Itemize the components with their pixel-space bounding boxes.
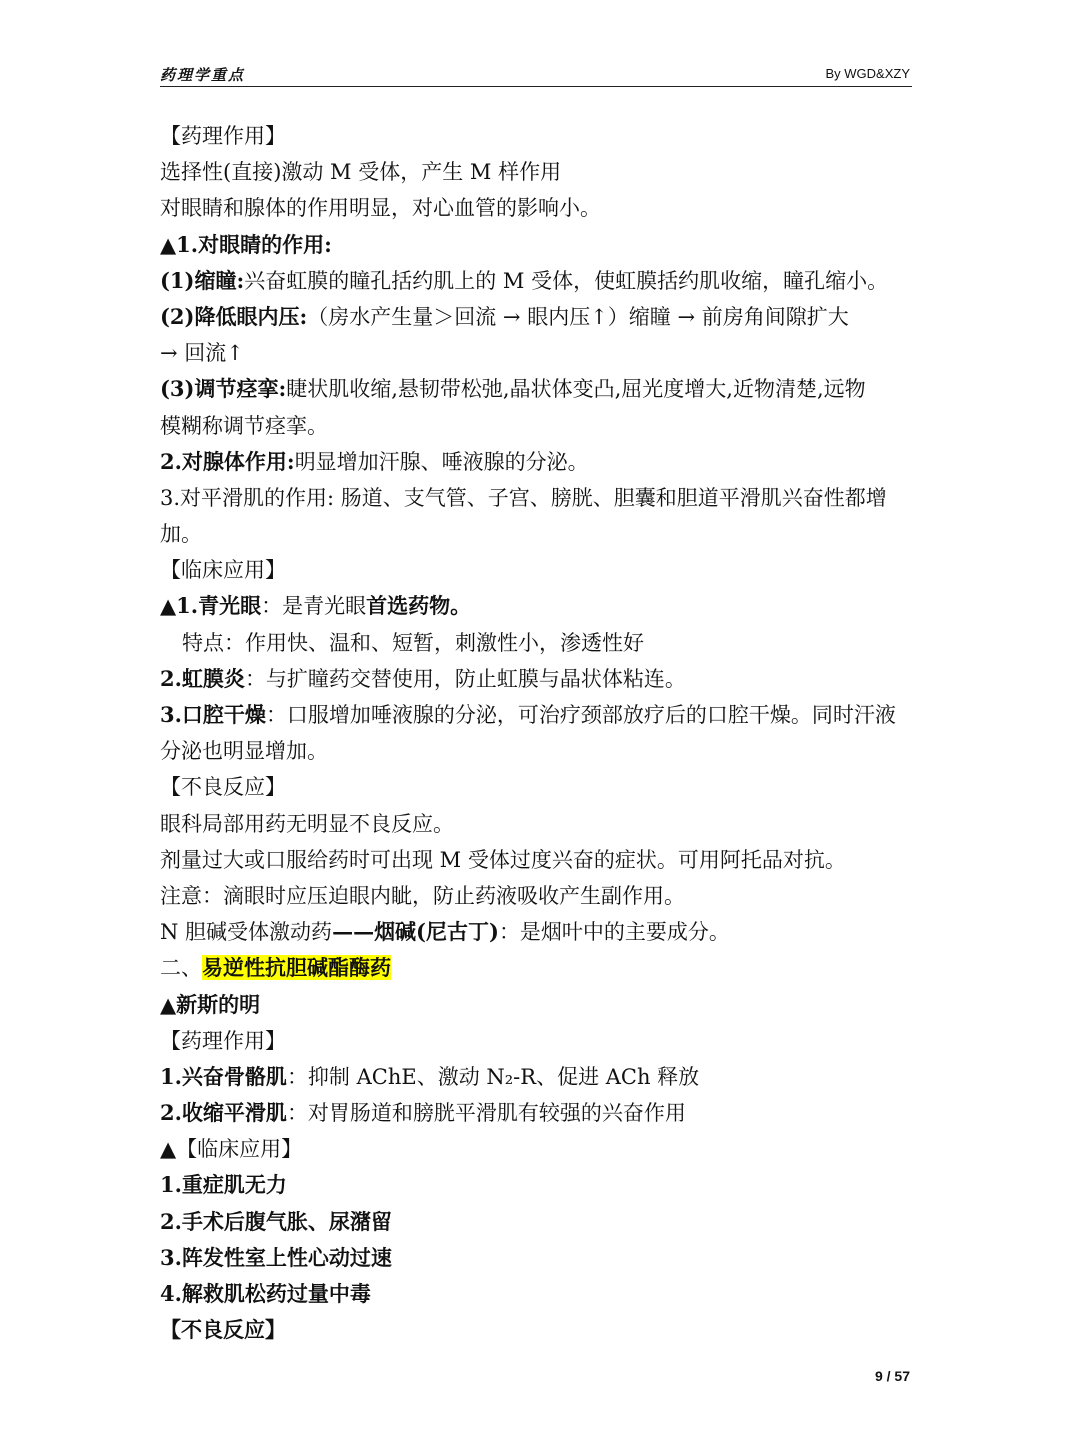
- text-segment: 特点：作用快、温和、短暂，刺激性小，渗透性好: [182, 630, 644, 655]
- text-segment: 注意：滴眼时应压迫眼内眦，防止药液吸收产生副作用。: [160, 883, 685, 908]
- text-line: [160, 444, 920, 480]
- text-line: [160, 1276, 920, 1312]
- text-line: [160, 769, 920, 805]
- bold-text: 4.解救肌松药过量中毒: [160, 1281, 371, 1306]
- bold-text: ▲1.对眼睛的作用:: [160, 231, 332, 257]
- text-segment: 二、: [160, 956, 202, 981]
- text-line: [160, 733, 920, 769]
- text-line: [160, 263, 920, 299]
- bold-text: ▲新斯的明: [160, 991, 261, 1017]
- text-segment: 3.对平滑肌的作用: 肠道、支气管、子宫、膀胱、胆囊和胆道平滑肌兴奋性都增: [160, 485, 887, 510]
- text-segment: 明显增加汗腺、唾液腺的分泌。: [294, 449, 589, 474]
- bold-text: 3.口腔干燥: [160, 702, 266, 727]
- text-line: [160, 987, 920, 1023]
- bold-text: ——烟碱(尼古丁): [332, 919, 499, 945]
- text-line: [160, 914, 920, 950]
- text-line: [160, 408, 920, 444]
- bold-text: 2.收缩平滑肌: [160, 1100, 287, 1126]
- text-line: [160, 480, 920, 516]
- text-segment: ：是烟叶中的主要成分。: [498, 920, 730, 945]
- text-segment: 分泌也明显增加。: [160, 739, 328, 764]
- text-line: [160, 697, 920, 733]
- text-line: [160, 1240, 920, 1276]
- text-line: [160, 1204, 920, 1240]
- bold-text: (1)缩瞳:: [160, 267, 245, 293]
- text-segment: → 回流↑: [160, 341, 244, 366]
- text-segment: ：与扩瞳药交替使用，防止虹膜与晶状体粘连。: [244, 666, 686, 691]
- document-body: [160, 118, 920, 1348]
- text-line: [160, 516, 920, 552]
- text-segment: 对眼睛和腺体的作用明显，对心血管的影响小。: [160, 196, 601, 221]
- text-segment: （房水产生量＞回流 → 眼内压↑）缩瞳 → 前房角间隙扩大: [307, 304, 849, 329]
- text-segment: 模糊称调节痉挛。: [160, 413, 328, 438]
- text-segment: 【临床应用】: [160, 558, 286, 583]
- text-line: [160, 552, 920, 588]
- bold-text: 2.手术后腹气胀、尿潴留: [160, 1208, 392, 1234]
- text-line: [160, 806, 920, 842]
- text-segment: ：对胃肠道和膀胱平滑肌有较强的兴奋作用: [286, 1101, 686, 1126]
- text-segment: N 胆碱受体激动药: [160, 920, 333, 945]
- text-line: [160, 335, 920, 371]
- bold-text: 2.虹膜炎: [160, 665, 245, 691]
- bold-text: 首选药物。: [366, 593, 472, 619]
- text-line: [160, 1023, 920, 1059]
- text-line: [160, 299, 920, 335]
- text-segment: 睫状肌收缩,悬韧带松弛,晶状体变凸,屈光度增大,近物清楚,远物: [286, 377, 866, 402]
- bold-text: 3.阵发性室上性心动过速: [160, 1244, 392, 1270]
- text-line: [160, 1095, 920, 1131]
- bold-text: ▲1.青光眼: [160, 593, 262, 619]
- text-line: [160, 842, 920, 878]
- text-line: [160, 371, 920, 407]
- text-line: [160, 1312, 920, 1348]
- text-line: [160, 118, 920, 154]
- header-divider: [160, 86, 912, 87]
- text-line: [160, 1131, 920, 1167]
- text-segment: ：口服增加唾液腺的分泌，可治疗颈部放疗后的口腔干燥。同时汗液: [265, 703, 896, 727]
- text-segment: ▲【临床应用】: [160, 1137, 303, 1162]
- text-line: [160, 625, 920, 661]
- text-line: [160, 1167, 920, 1203]
- bold-text: (3)调节痉挛:: [160, 376, 287, 402]
- bold-text: 1.重症肌无力: [160, 1172, 287, 1198]
- bold-text: 【不良反应】: [160, 1317, 286, 1343]
- bold-text: 1.兴奋骨骼肌: [160, 1063, 287, 1089]
- text-segment: ：是青光眼: [261, 594, 367, 619]
- text-line: [160, 878, 920, 914]
- text-segment: ：抑制 AChE、激动 N₂-R、促进 ACh 释放: [286, 1064, 700, 1089]
- text-line: [160, 190, 920, 226]
- text-segment: 【不良反应】: [160, 775, 286, 800]
- text-line: [160, 588, 920, 624]
- bold-text: 2.对腺体作用:: [160, 448, 295, 474]
- text-segment: 加。: [160, 522, 202, 547]
- text-segment: 【药理作用】: [160, 124, 286, 148]
- text-segment: 眼科局部用药无明显不良反应。: [160, 811, 454, 836]
- text-line: [160, 950, 920, 986]
- highlighted-heading: 易逆性抗胆碱酯酶药: [202, 955, 391, 981]
- text-segment: 兴奋虹膜的瞳孔括约肌上的 M 受体，使虹膜括约肌收缩，瞳孔缩小。: [244, 268, 889, 293]
- header-title: 药理学重点: [160, 66, 246, 84]
- text-line: [160, 227, 920, 263]
- text-line: [160, 661, 920, 697]
- text-segment: 【药理作用】: [160, 1028, 286, 1053]
- text-line: [160, 1059, 920, 1095]
- text-line: [160, 154, 920, 190]
- header-author: By WGD&XZY: [825, 66, 910, 81]
- text-segment: 剂量过大或口服给药时可出现 M 受体过度兴奋的症状。可用阿托品对抗。: [160, 847, 846, 872]
- text-segment: 选择性(直接)激动 M 受体，产生 M 样作用: [160, 160, 562, 185]
- bold-text: (2)降低眼内压:: [160, 303, 308, 329]
- page-number: 9 / 57: [874, 1368, 910, 1384]
